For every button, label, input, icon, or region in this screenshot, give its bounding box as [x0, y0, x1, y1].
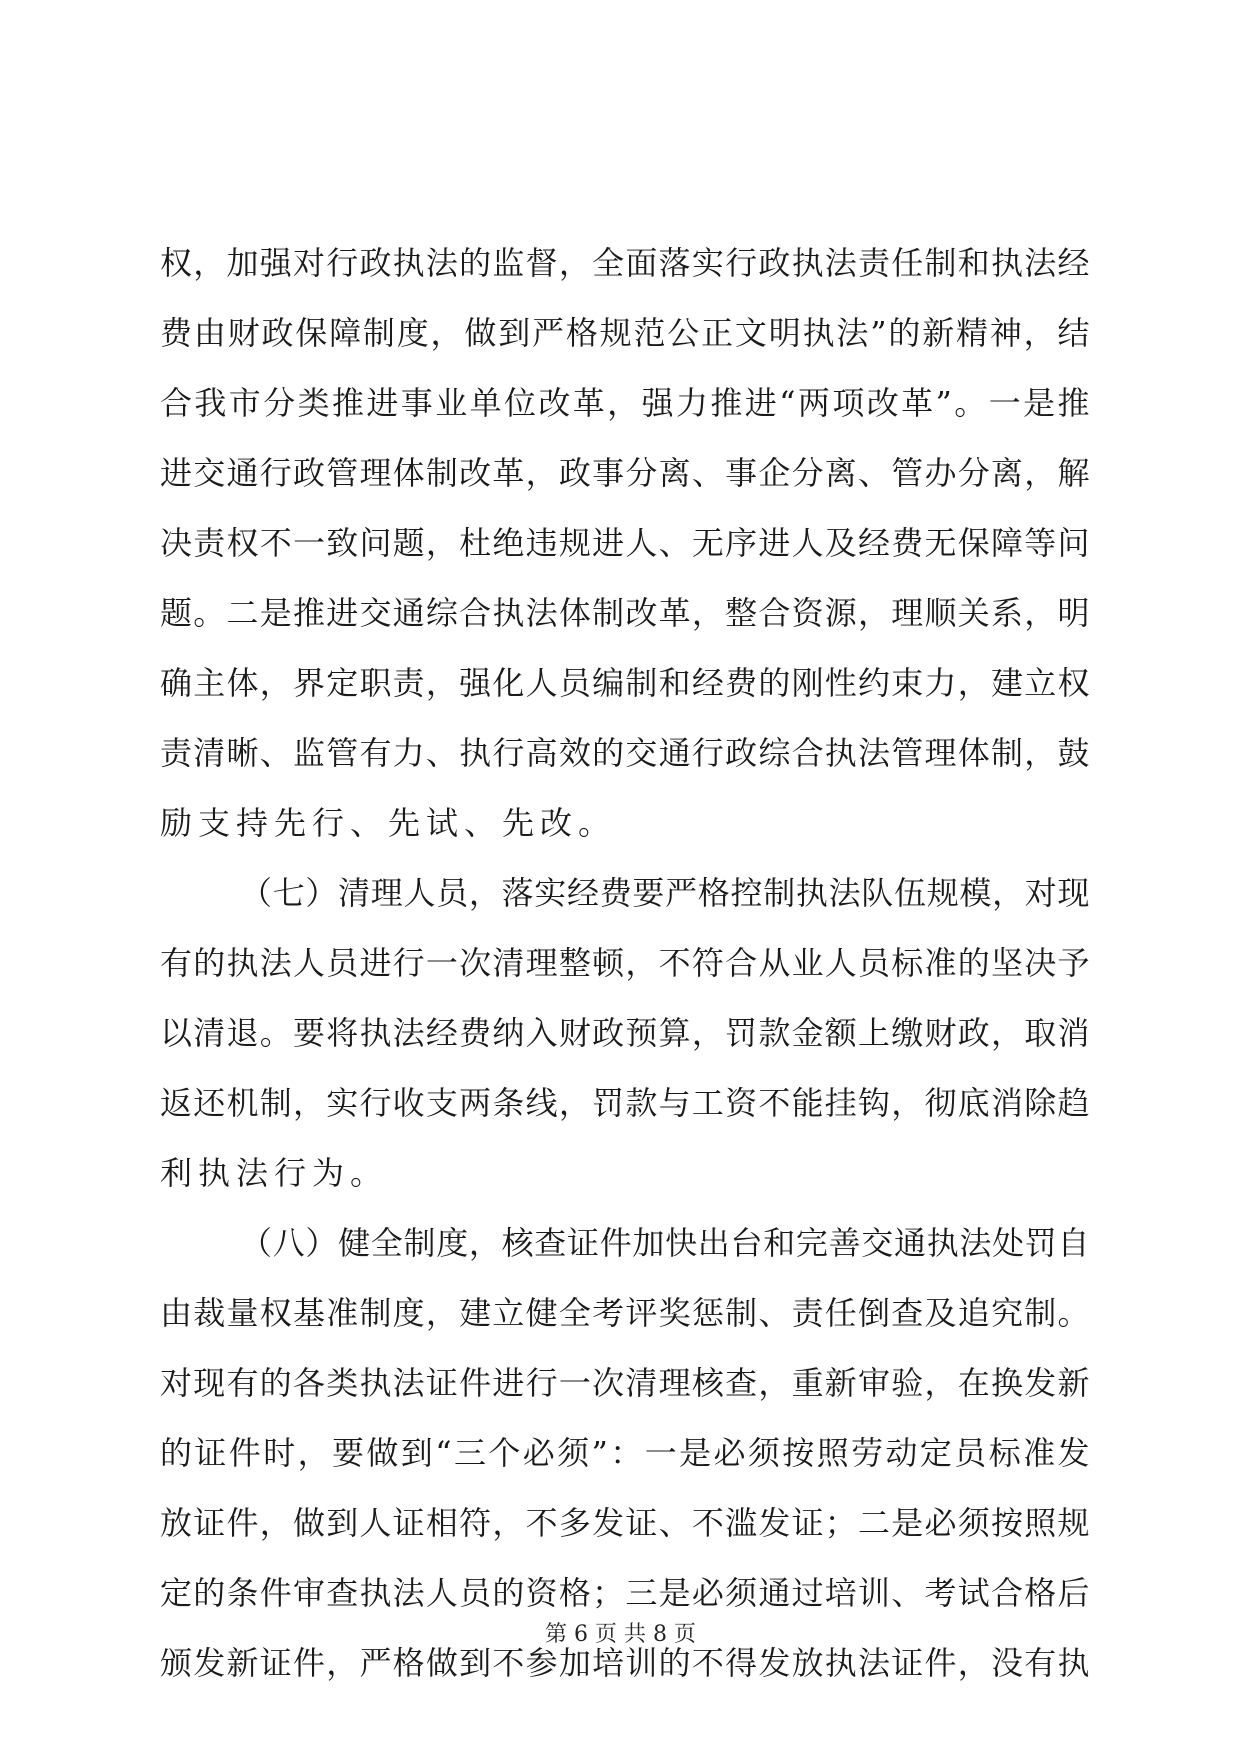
text-line: 励支持先行、先试、先改。	[160, 804, 617, 842]
text-line: 返还机制，实行收支两条线，罚款与工资不能挂钩，彻底消除趋	[160, 1084, 1090, 1122]
body-text	[160, 228, 1090, 1698]
page-number-footer: 第 6 页 共 8 页	[545, 1622, 696, 1647]
text-line: 对现有的各类执法证件进行一次清理核查，重新审验，在换发新	[160, 1364, 1090, 1402]
text-line: 权，加强对行政执法的监督，全面落实行政执法责任制和执法经	[160, 244, 1090, 282]
text-line: 利执法行为。	[160, 1154, 389, 1192]
text-line: 的证件时，要做到“三个必须”：一是必须按照劳动定员标准发	[160, 1434, 1090, 1472]
paragraph-heading-8: （八）健全制度，核查证件加快出台和完善交通执法处罚自	[240, 1224, 1090, 1262]
text-line: 由裁量权基准制度，建立健全考评奖惩制、责任倒查及追究制。	[160, 1294, 1090, 1332]
paragraph-heading-7: （七）清理人员，落实经费要严格控制执法队伍规模，对现	[240, 874, 1090, 912]
text-line: 以清退。要将执法经费纳入财政预算，罚款金额上缴财政，取消	[160, 1014, 1090, 1052]
text-line: 进交通行政管理体制改革，政事分离、事企分离、管办分离，解	[160, 454, 1090, 492]
text-line: 费由财政保障制度，做到严格规范公正文明执法”的新精神，结	[160, 314, 1090, 352]
text-line: 决责权不一致问题，杜绝违规进人、无序进人及经费无保障等问	[160, 524, 1090, 562]
text-line: 定的条件审查执法人员的资格；三是必须通过培训、考试合格后	[160, 1574, 1090, 1612]
text-line: 确主体，界定职责，强化人员编制和经费的刚性约束力，建立权	[160, 664, 1090, 702]
text-line: 题。二是推进交通综合执法体制改革，整合资源，理顺关系，明	[160, 594, 1090, 632]
text-line: 合我市分类推进事业单位改革，强力推进“两项改革”。一是推	[160, 384, 1090, 422]
text-line: 责清晰、监管有力、执行高效的交通行政综合执法管理体制，鼓	[160, 734, 1090, 772]
text-line: 颁发新证件，严格做到不参加培训的不得发放执法证件，没有执	[160, 1644, 1090, 1682]
text-line: 有的执法人员进行一次清理整顿，不符合从业人员标准的坚决予	[160, 944, 1090, 982]
text-line: 放证件，做到人证相符，不多发证、不滥发证；二是必须按照规	[160, 1504, 1090, 1542]
